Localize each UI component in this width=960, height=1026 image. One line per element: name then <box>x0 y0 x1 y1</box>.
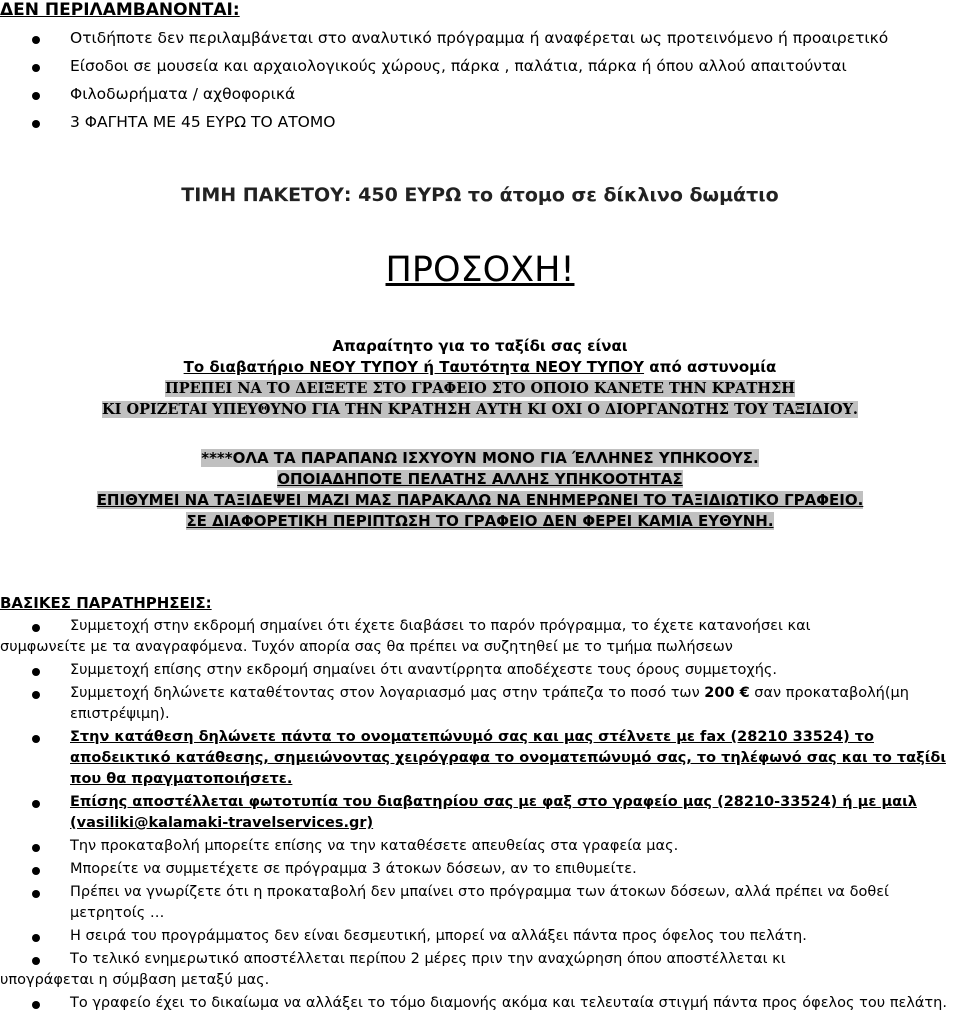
bullet-icon <box>32 1001 40 1009</box>
bullet-icon <box>32 668 40 676</box>
bullet-icon <box>32 844 40 852</box>
bullet-icon <box>32 624 40 632</box>
highlighted-line: ΕΠΙΘΥΜΕΙ ΝΑ ΤΑΞΙΔΕΨΕΙ ΜΑΖΙ ΜΑΣ ΠΑΡΑΚΑΛΩ ΝΑ ΕΝΗΜΕΡΩΝΕΙ ΤΟ ΤΑΞΙΔΙΩΤΙΚΟ ΓΡΑΦΕΙΟ. <box>96 491 864 509</box>
bullet-icon <box>32 691 40 699</box>
list-item: Συμμετοχή στην εκδρομή σημαίνει ότι έχετε διαβάσει το παρόν πρόγραμμα, το έχετε κατανοήσει και συμφωνείτε με τα αναγραφόμενα. Τυχόν απορία σας θα πρέπει να συζητηθεί με το τμήμα πωλήσεων <box>0 618 811 655</box>
highlighted-line: ****ΟΛΑ ΤΑ ΠΑΡΑΠΑΝΩ ΙΣΧΥΟΥΝ ΜΟΝΟ ΓΙΑ ΈΛΛΗΝΕΣ ΥΠΗΚΟΟΥΣ. <box>201 449 759 467</box>
highlighted-line: ΠΡΕΠΕΙ ΝΑ ΤΟ ΔΕΙΞΕΤΕ ΣΤΟ ΓΡΑΦΕΙΟ ΣΤΟ ΟΠΟΙΟ ΚΑΝΕΤΕ ΤΗΝ ΚΡΑΤΗΣΗ <box>165 380 795 397</box>
list-item: Οτιδήποτε δεν περιλαμβάνεται στο αναλυτικό πρόγραμμα ή αναφέρεται ως προτεινόμενο ή προαιρετικό <box>70 28 950 56</box>
highlighted-line: ΚΙ ΟΡΙΖΕΤΑΙ ΥΠΕΥΘΥΝΟ ΓΙΑ ΤΗΝ ΚΡΑΤΗΣΗ ΑΥΤΗ ΚΙ ΟΧΙ Ο ΔΙΟΡΓΑΝΩΤΗΣ ΤΟΥ ΤΑΞΙΔΙΟΥ. <box>102 401 858 418</box>
highlighted-line: ΣΕ ΔΙΑΦΟΡΕΤΙΚΗ ΠΕΡΙΠΤΩΣΗ ΤΟ ΓΡΑΦΕΙΟ ΔΕΝ ΦΕΡΕΙ ΚΑΜΙΑ ΕΥΘΥΝΗ. <box>186 512 774 530</box>
list-item: Επίσης αποστέλλεται φωτοτυπία του διαβατηρίου σας με φαξ στο γραφείο μας (28210-33524) ή με μαιλ (vasiliki@kalamaki-travelservices.gr) <box>70 792 955 834</box>
bullet-icon <box>32 36 40 44</box>
bullet-icon <box>32 800 40 808</box>
excluded-title: ΔΕΝ ΠΕΡΙΛΑΜΒΑΝΟΝΤΑΙ: <box>0 0 240 20</box>
excluded-list <box>70 28 950 140</box>
list-item: Συμμετοχή δηλώνετε καταθέτοντας στον λογαριασμό μας στην τράπεζα το ποσό των 200 € σαν προκαταβολή(μη επιστρέψιμη). <box>70 683 955 725</box>
notes-title: ΒΑΣΙΚΕΣ ΠΑΡΑΤΗΡΗΣΕΙΣ: <box>0 594 212 612</box>
attention-heading: ΠΡΟΣΟΧΗ! <box>385 250 575 290</box>
bullet-icon <box>32 867 40 875</box>
bullet-icon <box>32 735 40 743</box>
list-item: Είσοδοι σε μουσεία και αρχαιολογικούς χώρους, πάρκα , παλάτια, πάρκα ή όπου αλλού απαιτούνται <box>70 56 950 84</box>
bullet-icon <box>32 934 40 942</box>
package-price: ΤΙΜΗ ΠΑΚΕΤΟΥ: 450 ΕΥΡΩ το άτομο σε δίκλινο δωμάτιο <box>181 184 779 206</box>
bullet-icon <box>32 120 40 128</box>
list-item: Το τελικό ενημερωτικό αποστέλλεται περίπου 2 μέρες πριν την αναχώρηση όπου αποστέλλεται κι υπογράφεται η σύμβαση μεταξύ μας. <box>0 951 786 988</box>
highlighted-line: ΟΠΟΙΑΔΗΠΟΤΕ ΠΕΛΑΤΗΣ ΑΛΛΗΣ ΥΠΗΚΟΟΤΗΤΑΣ <box>277 470 683 488</box>
requirements-block <box>0 336 960 420</box>
list-item: Την προκαταβολή μπορείτε επίσης να την καταθέσετε απευθείας στα γραφεία μας. <box>70 836 955 857</box>
bullet-icon <box>32 957 40 965</box>
bullet-icon <box>32 64 40 72</box>
greek-citizens-block <box>0 448 960 532</box>
bullet-icon <box>32 890 40 898</box>
notes-list <box>0 616 955 1016</box>
list-item: 3 ΦΑΓΗΤΑ ΜΕ 45 ΕΥΡΩ ΤΟ ΑΤΟΜΟ <box>70 112 950 140</box>
list-item: Η σειρά του προγράμματος δεν είναι δεσμευτική, μπορεί να αλλάξει πάντα προς όφελος του πελάτη. <box>70 926 955 947</box>
requirements-line: Απαραίτητο για το ταξίδι σας είναι <box>332 337 628 355</box>
list-item: Πρέπει να γνωρίζετε ότι η προκαταβολή δεν μπαίνει στο πρόγραμμα των άτοκων δόσεων, αλλά πρέπει να δοθεί μετρητοίς … <box>70 882 955 924</box>
bullet-icon <box>32 92 40 100</box>
list-item: Το γραφείο έχει το δικαίωμα να αλλάξει το τόμο διαμονής ακόμα και τελευταία στιγμή πάντα προς όφελος του πελάτη. <box>70 993 955 1014</box>
list-item: Μπορείτε να συμμετέχετε σε πρόγραμμα 3 άτοκων δόσεων, αν το επιθυμείτε. <box>70 859 955 880</box>
list-item: Συμμετοχή επίσης στην εκδρομή σημαίνει ότι αναντίρρητα αποδέχεστε τους όρους συμμετοχής. <box>70 660 955 681</box>
list-item: Στην κατάθεση δηλώνετε πάντα το ονοματεπώνυμό σας και μας στέλνετε με fax (28210 33524) το αποδεικτικό κατάθεσης, σημειώνοντας χειρόγραφα το ονοματεπώνυμό σας, το τηλέφωνό σας και το ταξίδι που θα πραγματοποιήσετε. <box>70 727 955 790</box>
requirements-line: Το διαβατήριο ΝΕΟΥ ΤΥΠΟΥ ή Ταυτότητα ΝΕΟΥ ΤΥΠΟΥ από αστυνομία <box>183 358 777 376</box>
list-item: Φιλοδωρήματα / αχθοφορικά <box>70 84 950 112</box>
